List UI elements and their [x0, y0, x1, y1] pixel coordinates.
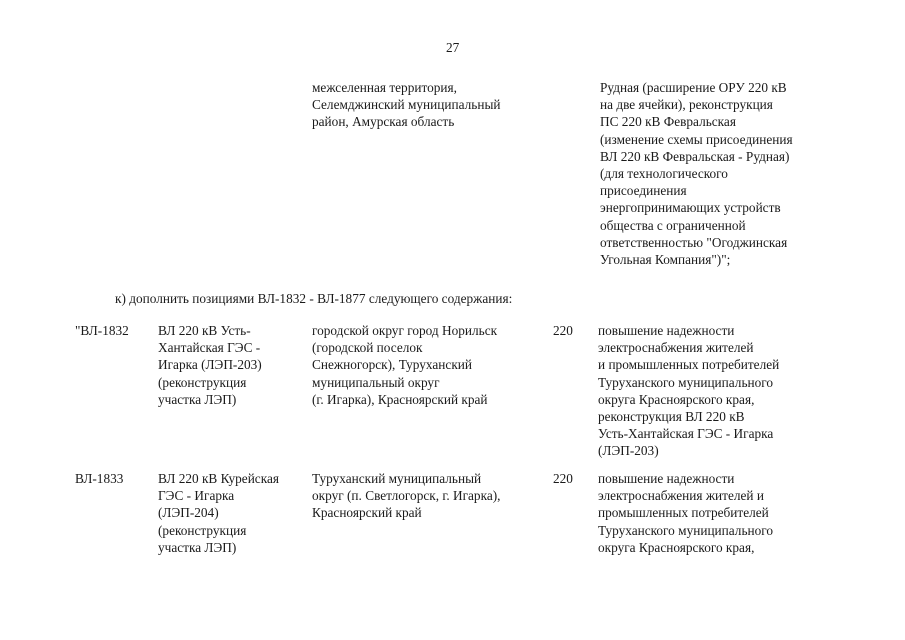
row-voltage: 220 — [553, 471, 573, 486]
row-voltage: 220 — [553, 323, 573, 338]
row-territory: Туруханский муниципальный округ (п. Светлогорск, г. Игарка), Красноярский край — [312, 471, 501, 521]
row-territory: городской округ город Норильск (городской поселок Снежногорск), Туруханский муниципальный округ (г. Игарка), Красноярский край — [312, 323, 498, 407]
amendment-intro-paragraph: к) дополнить позициями ВЛ-1832 - ВЛ-1877 следующего содержания: — [115, 291, 513, 306]
row-purpose: повышение надежности электроснабжения жителей и промышленных потребителей Туруханского муниципального округа Красноярского края, реконструкция ВЛ 220 кВ Усть-Хантайская ГЭС - Игарка (ЛЭП-203) — [598, 323, 780, 459]
row-purpose: повышение надежности электроснабжения жителей и промышленных потребителей Туруханского муниципального округа Красноярского края, — [598, 471, 774, 555]
row-object-name: ВЛ 220 кВ Курейская ГЭС - Игарка (ЛЭП-204) (реконструкция участка ЛЭП) — [158, 471, 279, 555]
continued-measures-cell: Рудная (расширение ОРУ 220 кВ на две ячейки), реконструкция ПС 220 кВ Февральская (изменение схемы присоединения ВЛ 220 кВ Февральская - Рудная) (для технологического присоединения энергопринимающих устройств общества с ограниченной ответственностью "Огоджинская Угольная Компания")"; — [600, 80, 793, 268]
row-object-name: ВЛ 220 кВ Усть- Хантайская ГЭС - Игарка (ЛЭП-203) (реконструкция участка ЛЭП) — [158, 323, 262, 407]
row-code: "ВЛ-1832 — [75, 323, 129, 338]
row-code: ВЛ-1833 — [75, 471, 124, 486]
continued-territory-cell: межселенная территория, Селемджинский муниципальный район, Амурская область — [312, 80, 501, 130]
page-number: 27 — [446, 40, 460, 55]
